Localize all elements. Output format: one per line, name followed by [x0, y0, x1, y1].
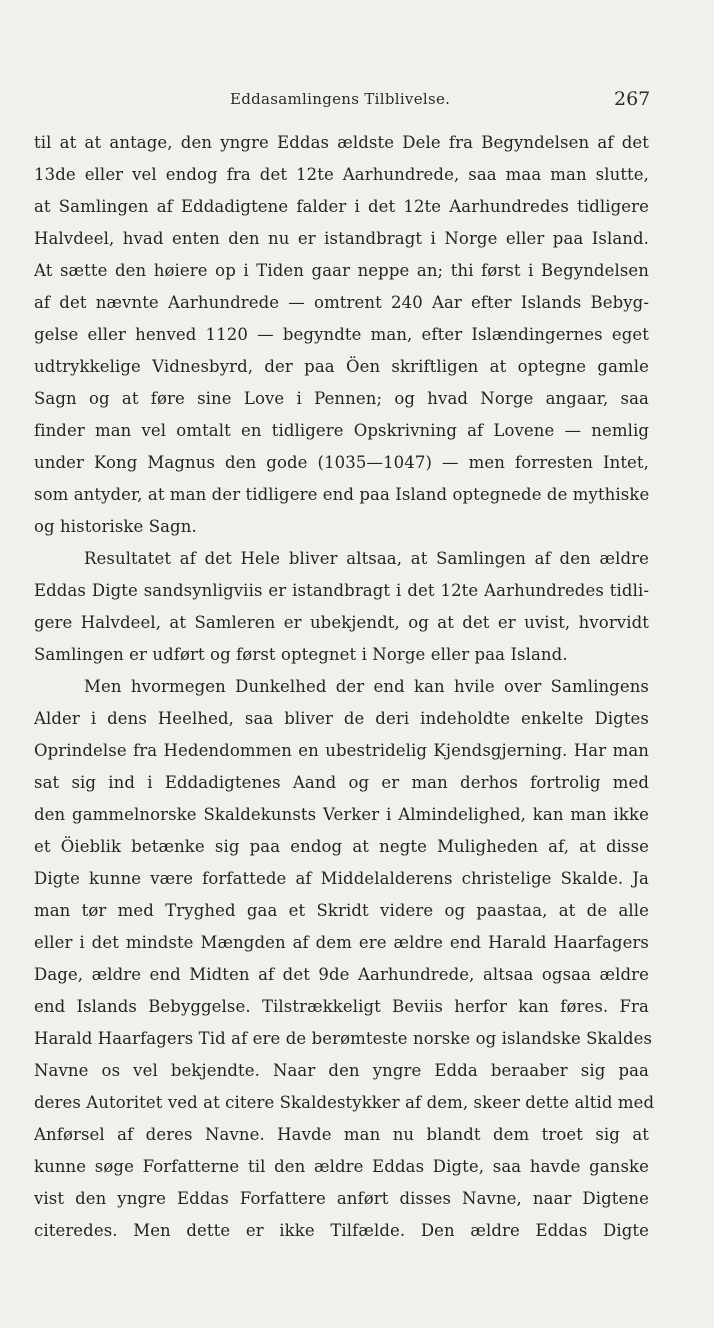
- text-line: Alder i dens Heelhed, saa bliver de deri indeholdte enkelte Digtes: [34, 709, 649, 728]
- page-number: 267: [614, 88, 651, 110]
- text-line: den gammelnorske Skaldekunsts Verker i Almindelighed, kan man ikke: [34, 805, 649, 824]
- running-head: [0, 88, 714, 114]
- text-line: Resultatet af det Hele bliver altsaa, at Samlingen af den ældre: [84, 549, 649, 568]
- text-line: Harald Haarfagers Tid af ere de berømteste norske og islandske Skaldes: [34, 1029, 653, 1048]
- text-line: Halvdeel, hvad enten den nu er istandbragt i Norge eller paa Island.: [34, 229, 649, 248]
- text-line: Eddas Digte sandsynligviis er istandbragt i det 12te Aarhundredes tidli-: [34, 581, 649, 600]
- text-line: udtrykkelige Vidnesbyrd, der paa Öen skriftligen at optegne gamle: [34, 357, 649, 376]
- running-head-title: Eddasamlingens Tilblivelse.: [230, 90, 451, 108]
- text-line: Sagn og at føre sine Love i Pennen; og hvad Norge angaar, saa: [34, 389, 649, 408]
- text-line: af det nævnte Aarhundrede — omtrent 240 Aar efter Islands Bebyg-: [34, 293, 649, 312]
- text-line: eller i det mindste Mængden af dem ere ældre end Harald Haarfagers: [34, 933, 649, 952]
- text-line: at Samlingen af Eddadigtene falder i det 12te Aarhundredes tidligere: [34, 197, 649, 216]
- text-line: sat sig ind i Eddadigtenes Aand og er man derhos fortrolig med: [34, 773, 649, 792]
- text-line: Men hvormegen Dunkelhed der end kan hvile over Samlingens: [84, 677, 649, 696]
- text-line: Oprindelse fra Hedendommen en ubestridelig Kjendsgjerning. Har man: [34, 741, 649, 760]
- text-line: under Kong Magnus den gode (1035—1047) — men forresten Intet,: [34, 453, 649, 472]
- text-line: gere Halvdeel, at Samleren er ubekjendt, og at det er uvist, hvorvidt: [34, 613, 649, 632]
- text-line: Anførsel af deres Navne. Havde man nu blandt dem troet sig at: [34, 1125, 649, 1144]
- text-line: Dage, ældre end Midten af det 9de Aarhundrede, altsaa ogsaa ældre: [34, 965, 649, 984]
- text-line: et Öieblik betænke sig paa endog at negte Muligheden af, at disse: [34, 837, 649, 856]
- text-line: kunne søge Forfatterne til den ældre Eddas Digte, saa havde ganske: [34, 1157, 649, 1176]
- text-line: og historiske Sagn.: [34, 517, 197, 536]
- text-line: end Islands Bebyggelse. Tilstrækkeligt Beviis herfor kan føres. Fra: [34, 997, 649, 1016]
- text-line: Navne os vel bekjendte. Naar den yngre Edda beraaber sig paa: [34, 1061, 649, 1080]
- text-line: 13de eller vel endog fra det 12te Aarhundrede, saa maa man slutte,: [34, 165, 649, 184]
- text-line: deres Autoritet ved at citere Skaldestykker af dem, skeer dette altid med: [34, 1093, 655, 1112]
- text-line: At sætte den høiere op i Tiden gaar neppe an; thi først i Begyndelsen: [34, 261, 649, 280]
- text-line: citeredes. Men dette er ikke Tilfælde. Den ældre Eddas Digte: [34, 1221, 649, 1240]
- text-line: Samlingen er udført og først optegnet i Norge eller paa Island.: [34, 645, 568, 664]
- text-line: man tør med Tryghed gaa et Skridt videre og paastaa, at de alle: [34, 901, 649, 920]
- text-line: Digte kunne være forfattede af Middelalderens christelige Skalde. Ja: [34, 869, 649, 888]
- text-line: til at at antage, den yngre Eddas ældste Dele fra Begyndelsen af det: [34, 133, 649, 152]
- text-line: gelse eller henved 1120 — begyndte man, efter Islændingernes eget: [34, 325, 649, 344]
- text-line: finder man vel omtalt en tidligere Opskrivning af Lovene — nemlig: [34, 421, 649, 440]
- text-line: vist den yngre Eddas Forfattere anført disses Navne, naar Digtene: [34, 1189, 649, 1208]
- text-line: som antyder, at man der tidligere end paa Island optegnede de mythiske: [34, 485, 650, 504]
